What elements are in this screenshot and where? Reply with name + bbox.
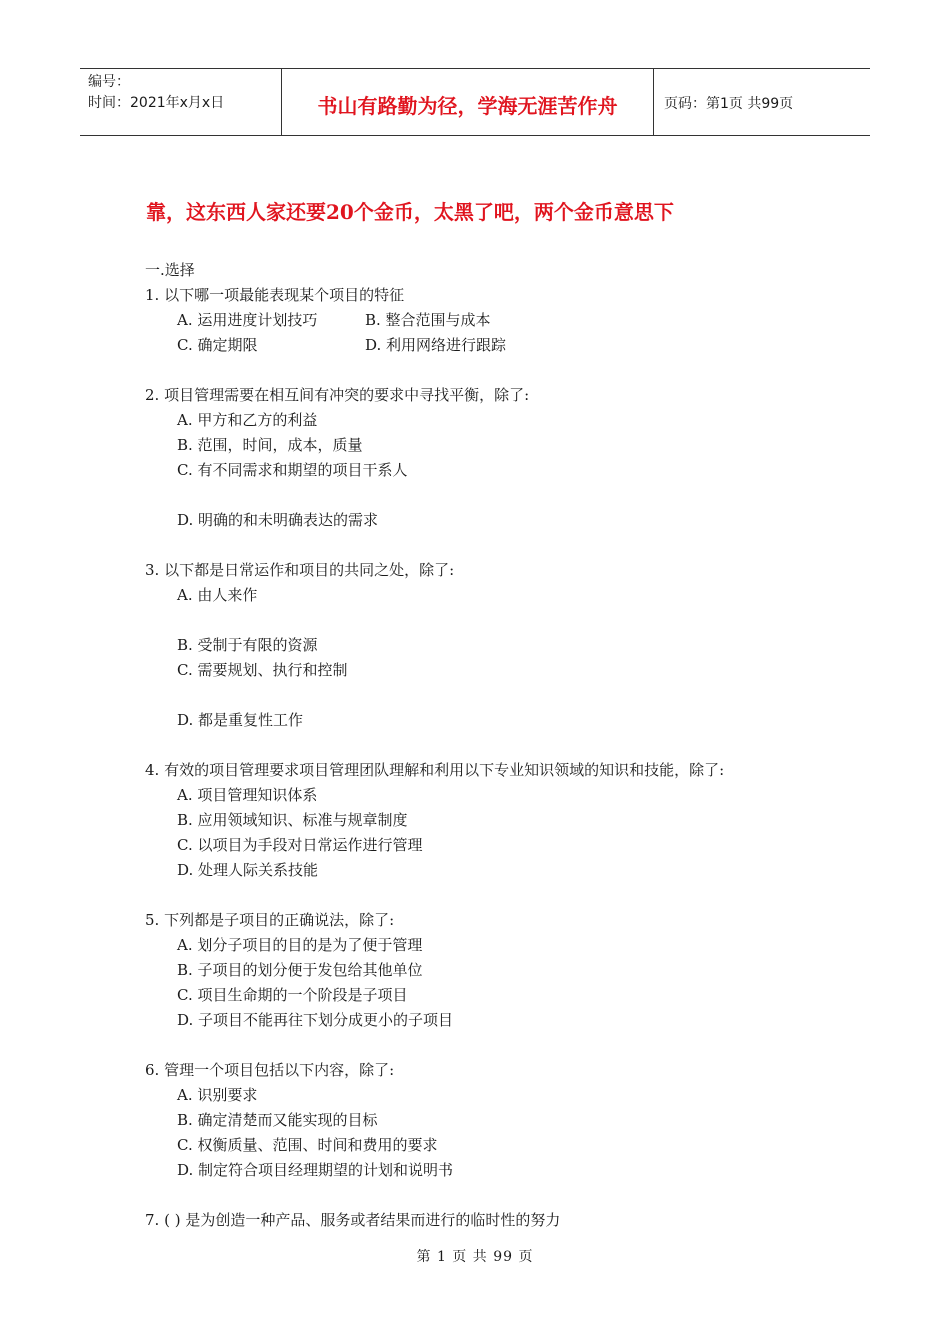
serial-label: 编号： <box>88 74 130 90</box>
question-stem: 3. 以下都是日常运作和项目的共同之处，除了: <box>145 561 455 579</box>
option: C. 确定期限 <box>177 336 258 354</box>
question-stem: 6. 管理一个项目包括以下内容，除了: <box>145 1061 395 1079</box>
option: B. 应用领域知识、标准与规章制度 <box>177 811 408 829</box>
header-page-info: 页码：第1页 共99页 <box>664 96 794 112</box>
option: D. 明确的和未明确表达的需求 <box>177 511 379 529</box>
option: C. 有不同需求和期望的项目干系人 <box>177 461 408 479</box>
option: B. 范围，时间，成本，质量 <box>177 436 363 454</box>
question-stem: 5. 下列都是子项目的正确说法，除了: <box>145 911 395 929</box>
option: C. 需要规划、执行和控制 <box>177 661 348 679</box>
question-stem: 2. 项目管理需要在相互间有冲突的要求中寻找平衡，除了: <box>145 386 530 404</box>
option: B. 受制于有限的资源 <box>177 636 318 654</box>
option: D. 子项目不能再往下划分成更小的子项目 <box>177 1011 454 1029</box>
page-footer: 第 1 页 共 99 页 <box>416 1249 534 1265</box>
option: A. 划分子项目的目的是为了便于管理 <box>177 936 423 954</box>
option: A. 运用进度计划技巧 <box>177 311 318 329</box>
section-title: 一.选择 <box>145 261 195 279</box>
option: C. 权衡质量、范围、时间和费用的要求 <box>177 1136 438 1154</box>
red-notice: 靠，这东西人家还要20个金币，太黑了吧，两个金币意思下 <box>146 200 674 224</box>
option-row <box>145 333 845 358</box>
option: C. 以项目为手段对日常运作进行管理 <box>177 836 423 854</box>
option: D. 制定符合项目经理期望的计划和说明书 <box>177 1161 454 1179</box>
option: A. 由人来作 <box>177 586 258 604</box>
question-stem: 4. 有效的项目管理要求项目管理团队理解和利用以下专业知识领域的知识和技能，除了: <box>145 761 725 779</box>
header-meta <box>80 69 282 135</box>
option: A. 识别要求 <box>177 1086 258 1104</box>
option: A. 甲方和乙方的利益 <box>177 411 318 429</box>
option: D. 处理人际关系技能 <box>177 861 319 879</box>
option-row <box>145 308 845 333</box>
option: A. 项目管理知识体系 <box>177 786 318 804</box>
option: B. 确定清楚而又能实现的目标 <box>177 1111 378 1129</box>
option: C. 项目生命期的一个阶段是子项目 <box>177 986 408 1004</box>
question-list <box>145 258 845 1233</box>
question-stem: 1. 以下哪一项最能表现某个项目的特征 <box>145 286 405 304</box>
option: B. 整合范围与成本 <box>365 311 491 329</box>
header-motto: 书山有路勤为径，学海无涯苦作舟 <box>282 69 654 135</box>
option: B. 子项目的划分便于发包给其他单位 <box>177 961 423 979</box>
option: D. 都是重复性工作 <box>177 711 304 729</box>
question-stem: 7. ( ) 是为创造一种产品、服务或者结果而进行的临时性的努力 <box>145 1211 561 1229</box>
time-label: 时间：2021年x月x日 <box>88 95 225 111</box>
option: D. 利用网络进行跟踪 <box>365 336 507 354</box>
document-header <box>80 68 870 136</box>
